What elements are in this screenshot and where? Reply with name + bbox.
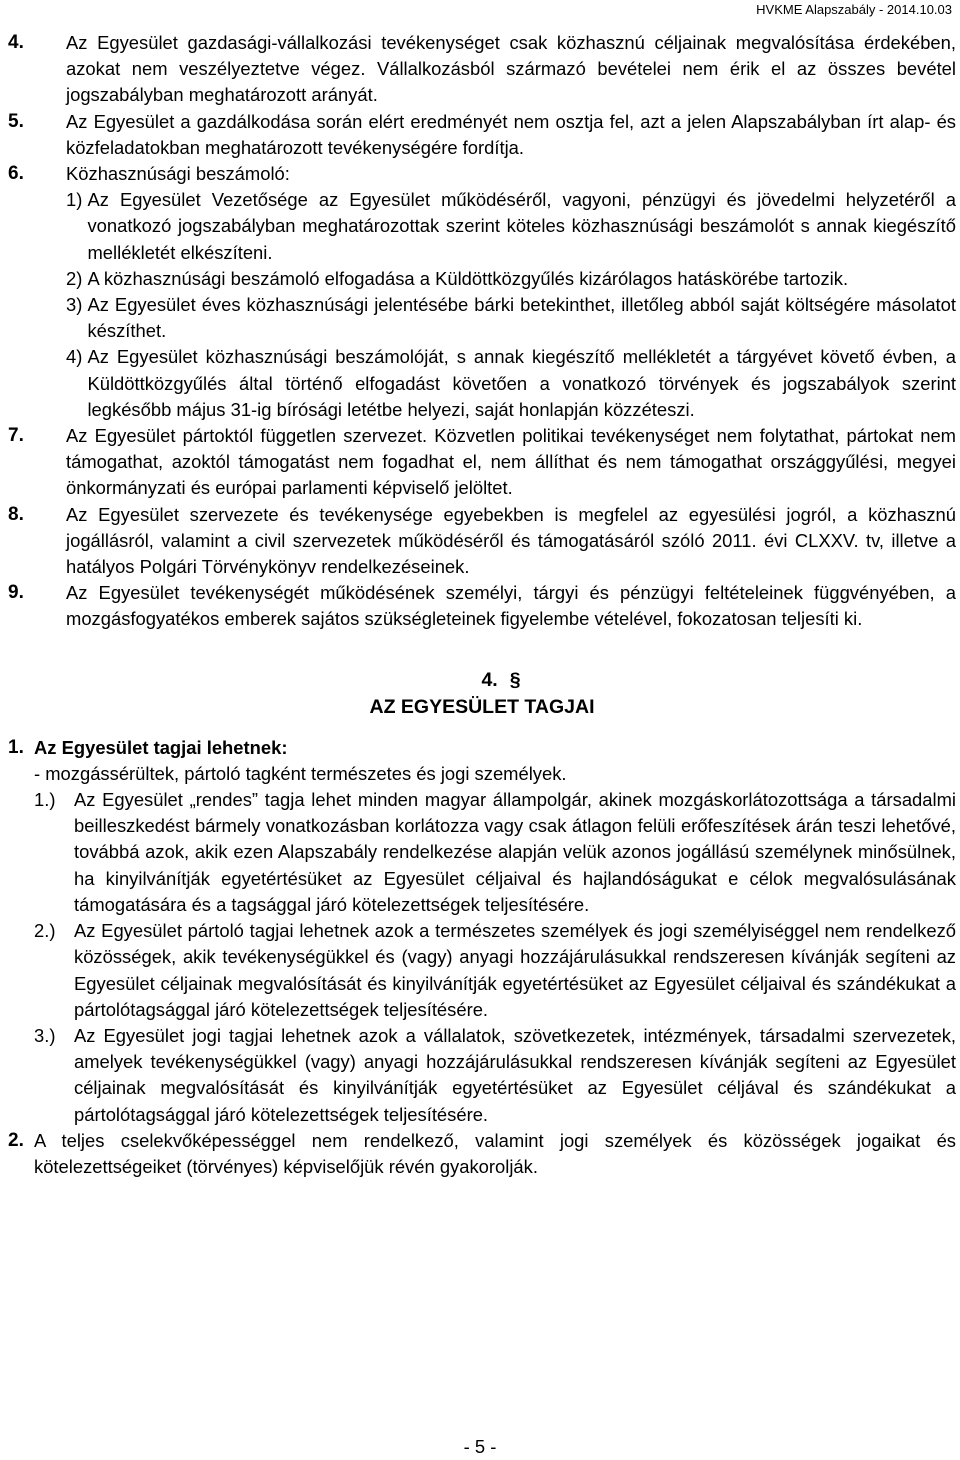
paragraph-text: Az Egyesület a gazdálkodása során elért eredményét nem osztja fel, azt a jelen Alapszabályban írt alap- és közfeladatokban meghatározott tevékenységére fordítja. [66, 110, 956, 158]
member-subparagraph-number: 2.) [34, 920, 56, 942]
section-number-text: 4. [481, 668, 498, 691]
document-body [8, 30, 956, 1180]
members-paragraph-2 [8, 1128, 956, 1180]
members-heading-number: 1. [8, 736, 24, 758]
subparagraph-number: 2) [66, 267, 88, 289]
member-subparagraph [34, 1023, 956, 1128]
subparagraph-text: A közhasznúsági beszámoló elfogadása a Küldöttközgyűlés kizárólagos hatáskörébe tartozik. [87, 267, 849, 289]
document-header: HVKME Alapszabály - 2014.10.03 [756, 2, 952, 17]
paragraph-number: 2. [8, 1129, 24, 1151]
subparagraph [66, 266, 956, 292]
subparagraph-text: Az Egyesület Vezetősége az Egyesület működéséről, vagyoni, pénzügyi és jövedelmi helyzetéről a vonatkozó jogszabályban meghatározottak szerint köteles közhasznúsági beszámolót s annak kiegészítő mellékletét elkészíteni. [87, 189, 956, 263]
subparagraph-text: Az Egyesület közhasznúsági beszámolóját, s annak kiegészítő mellékletét a tárgyévet követő évben, a Küldöttközgyűlés által történő elfogadást követően a vonatkozó törvények és jogszabályok szerint legkésőbb május 31-ig bírósági letétbe helyezi, saját honlapján közzéteszi. [87, 346, 956, 420]
subparagraph-text: Az Egyesület éves közhasznúsági jelentésébe bárki betekinthet, illetőleg abból saját költségére másolatot készíthet. [87, 294, 956, 342]
paragraph-number: 9. [8, 582, 24, 604]
paragraph-text: Közhasznúsági beszámoló: [66, 163, 290, 185]
subparagraph-number: 4) [66, 346, 88, 368]
paragraph-number: 6. [8, 163, 24, 185]
paragraph-text: Az Egyesület pártoktól független szervezet. Közvetlen politikai tevékenységet nem folytathat, pártokat nem támogathat, azoktól támogatást nem fogadhat el, nem állíthat és nem támogathat országgyűlési, megyei önkormányzati és európai parlamenti képviselő jelöltet. [66, 425, 956, 499]
member-subparagraph-text: Az Egyesület pártoló tagjai lehetnek azok a természetes személyek és jogi személyiséggel nem rendelkező közösségek, akik tevékenységükkel és (vagy) anyagi hozzájárulásukkal rendszeresen kívánják segíteni az Egyesület céljainak megvalósítását és kinyilvánítják egyetértésüket az Egyesület céljaival és szándékukat a pártolótagsággal járó kötelezettségek teljesítésére. [74, 920, 956, 1020]
section-title: AZ EGYESÜLET TAGJAI [369, 695, 595, 718]
page-number: - 5 - [463, 1436, 497, 1457]
subparagraph [66, 344, 956, 423]
paragraph-text: Az Egyesület szervezete és tevékenysége egyebekben is megfelel az egyesülési jogról, a közhasznú jogállásról, valamint a civil szervezetek működéséről és támogatásáról szóló 2011. évi CLXXV. tv, illetve a hatályos Polgári Törvénykönyv rendelkezéseinek. [66, 503, 956, 578]
member-subparagraph [34, 787, 956, 918]
members-heading-text: Az Egyesület tagjai lehetnek: [34, 736, 288, 758]
subparagraph [66, 187, 956, 266]
paragraph-6 [8, 161, 956, 187]
paragraph-text: Az Egyesület gazdasági-vállalkozási tevékenységet csak közhasznú céljainak megvalósítása érdekében, azokat nem veszélyeztetve végez. Vállalkozásból származó bevételei nem érik el az összes bevétel jogszabályban meghatározott arányát. [66, 32, 956, 106]
member-subparagraph-number: 1.) [34, 789, 56, 811]
member-subparagraph [34, 918, 956, 1023]
subparagraph-number: 3) [66, 294, 88, 316]
paragraph-text: Az Egyesület tevékenységét működésének személyi, tárgyi és pénzügyi feltételeinek függvényében, a mozgásfogyatékos emberek sajátos szükségleteinek figyelembe vételével, fokozatosan teljesíti ki. [66, 582, 956, 630]
paragraph-8 [8, 502, 956, 581]
section-number [46, 667, 956, 694]
paragraph-number: 4. [8, 32, 24, 53]
paragraph-9 [8, 580, 956, 632]
paragraph-number: 8. [8, 503, 24, 525]
paragraph-4 [8, 30, 956, 109]
members-heading [8, 735, 956, 761]
section-sign: § [509, 668, 521, 691]
paragraph-7 [8, 423, 956, 502]
paragraph-number: 7. [8, 425, 24, 447]
paragraph-text: A teljes cselekvőképességgel nem rendelkező, valamint jogi személyek és közösségek jogaikat és kötelezettségeiket (törvényes) képviselőjük révén gyakorolják. [34, 1129, 956, 1177]
members-dash-line: - mozgássérültek, pártoló tagként természetes és jogi személyek. [34, 762, 567, 784]
paragraph-number: 5. [8, 110, 24, 132]
member-subparagraph-text: Az Egyesület jogi tagjai lehetnek azok a vállalatok, szövetkezetek, intézmények, társadalmi szervezetek, amelyek tevékenységükkel (vagy) anyagi hozzájárulásukkal rendszeresen kívánják segíteni az Egyesület céljainak megvalósítását és kinyilvánítják egyetértésüket az Egyesület céljával és szándékukat a pártolótagsággal járó kötelezettségek teljesítésére. [74, 1024, 956, 1125]
subparagraph [66, 292, 956, 344]
member-subparagraph-text: Az Egyesület „rendes” tagja lehet minden magyar állampolgár, akinek mozgáskorlátozottsága a társadalmi beilleszkedést bármely vonatkozásban korlátozza vagy csak átlagon felüli erőfeszítések árán teszi lehetővé, továbbá azok, akik ezen Alapszabály rendelkezése alapján velük azonos jogállású személynek minősülnek, ha kinyilvánítják egyetértésüket az Egyesület céljaival és hajlandóságukat e célok megvalósulásának támogatására és a tagsággal járó kötelezettségek teljesítésére. [74, 789, 956, 915]
subparagraph-number: 1) [66, 189, 88, 211]
member-subparagraph-number: 3.) [34, 1024, 56, 1046]
paragraph-5 [8, 109, 956, 161]
